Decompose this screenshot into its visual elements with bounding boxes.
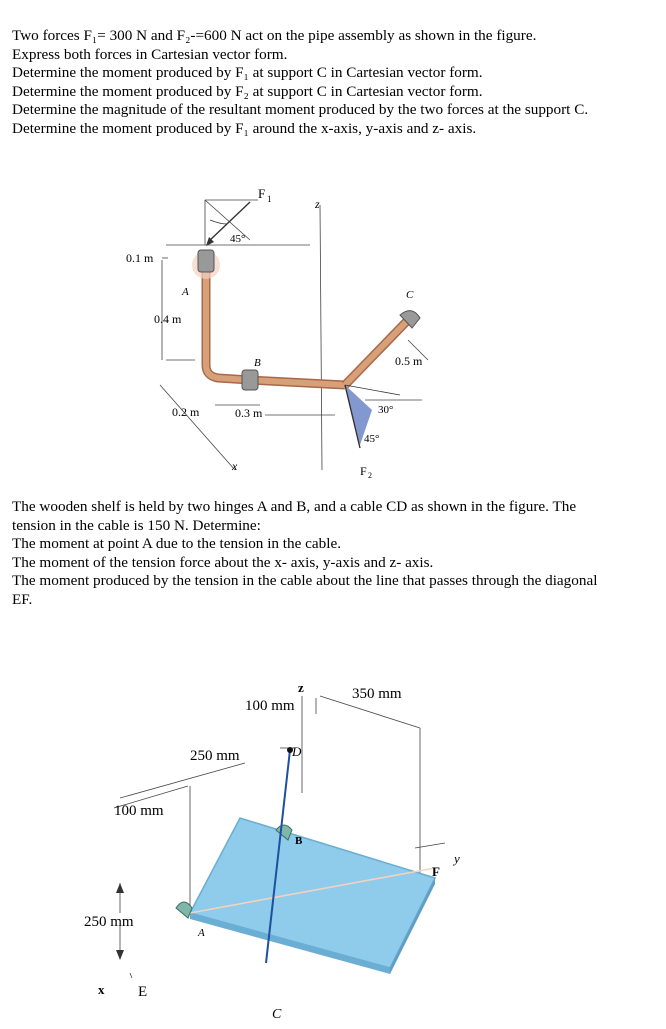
dim-arrow-up [116, 883, 124, 893]
x-axis-label: x [232, 459, 238, 473]
dim-350-label: 350 mm [352, 686, 402, 702]
problem-1-line: Determine the moment produced by F₂ at support C in Cartesian vector form. [12, 82, 483, 100]
point-e-label: E [138, 984, 148, 1000]
x-axis-label: x [98, 982, 105, 997]
problem-2-line: The wooden shelf is held by two hinges A and B, and a cable CD as shown in the figure. The [12, 498, 577, 515]
pipe [192, 250, 420, 390]
problem-1-line: Determine the moment produced by F₁ around the x-axis, y-axis and z- axis. [12, 119, 477, 137]
point-f-label: F [432, 864, 440, 879]
dim-0-1-label: 0.1 m [126, 251, 154, 265]
z-axis-label: z [298, 680, 304, 695]
point-a-label: A [198, 927, 205, 939]
y-axis-label: y [454, 851, 460, 866]
f2-force-arrow [345, 385, 400, 480]
problem-1-line: Determine the moment produced by F₁ at support C in Cartesian vector form. [12, 64, 483, 82]
problem-2-line: The moment produced by the tension in the cable about the line that passes through the diagonal [12, 572, 598, 590]
problem-2-line: tension in the cable is 150 N. Determine: [12, 516, 261, 534]
pipe-assembly-figure [110, 180, 450, 480]
f1-label: F [258, 186, 266, 201]
angle-45-top-label: 45° [230, 233, 246, 245]
problem-1-text [12, 27, 662, 139]
shelf-figure [80, 668, 580, 1024]
dim-250-left-label: 250 mm [84, 914, 134, 930]
f2-label: F [360, 464, 367, 478]
point-b-label: B [254, 357, 261, 369]
dim-arrow-down [116, 950, 124, 960]
problem-1-line: Two forces F₁= 300 N and F₂-=600 N act on the pipe assembly as shown in the figure. [12, 27, 537, 44]
hinge-a-icon [176, 902, 192, 918]
dim-0-3-label: 0.3 m [235, 406, 263, 420]
angle-30-label: 30° [378, 404, 394, 416]
problem-2-line: The moment at point A due to the tension in the cable. [12, 535, 341, 553]
dim-0-2-label: 0.2 m [172, 405, 200, 419]
shelf [190, 818, 435, 974]
problem-1-line: Express both forces in Cartesian vector form. [12, 45, 288, 63]
point-c-label: C [406, 289, 414, 301]
problem-2-line: EF. [12, 590, 33, 608]
dim-100-top-label: 100 mm [245, 698, 295, 714]
shelf-diagram [80, 668, 580, 1024]
dim-250-top-label: 250 mm [190, 748, 240, 764]
point-c-label: C [272, 1007, 282, 1022]
problem-2-text [12, 498, 662, 610]
z-axis-label: z [315, 197, 320, 211]
dim-100-left-label: 100 mm [114, 803, 164, 819]
point-a-label: A [182, 286, 189, 298]
point-b-label: B [295, 835, 303, 847]
problem-1-line: Determine the magnitude of the resultant moment produced by the two forces at the support C. [12, 101, 589, 119]
f2-subscript: 2 [368, 471, 372, 480]
pipe-assembly-diagram [110, 180, 450, 480]
f1-force-arrow [206, 186, 272, 246]
f1-subscript: 1 [267, 194, 272, 204]
point-d-label: D [292, 744, 302, 759]
dim-0-5-label: 0.5 m [395, 354, 423, 368]
angle-45-bottom-label: 45° [364, 433, 380, 445]
problem-2-line: The moment of the tension force about the x- axis, y-axis and z- axis. [12, 553, 434, 571]
dim-0-4-label: 0.4 m [154, 312, 182, 326]
